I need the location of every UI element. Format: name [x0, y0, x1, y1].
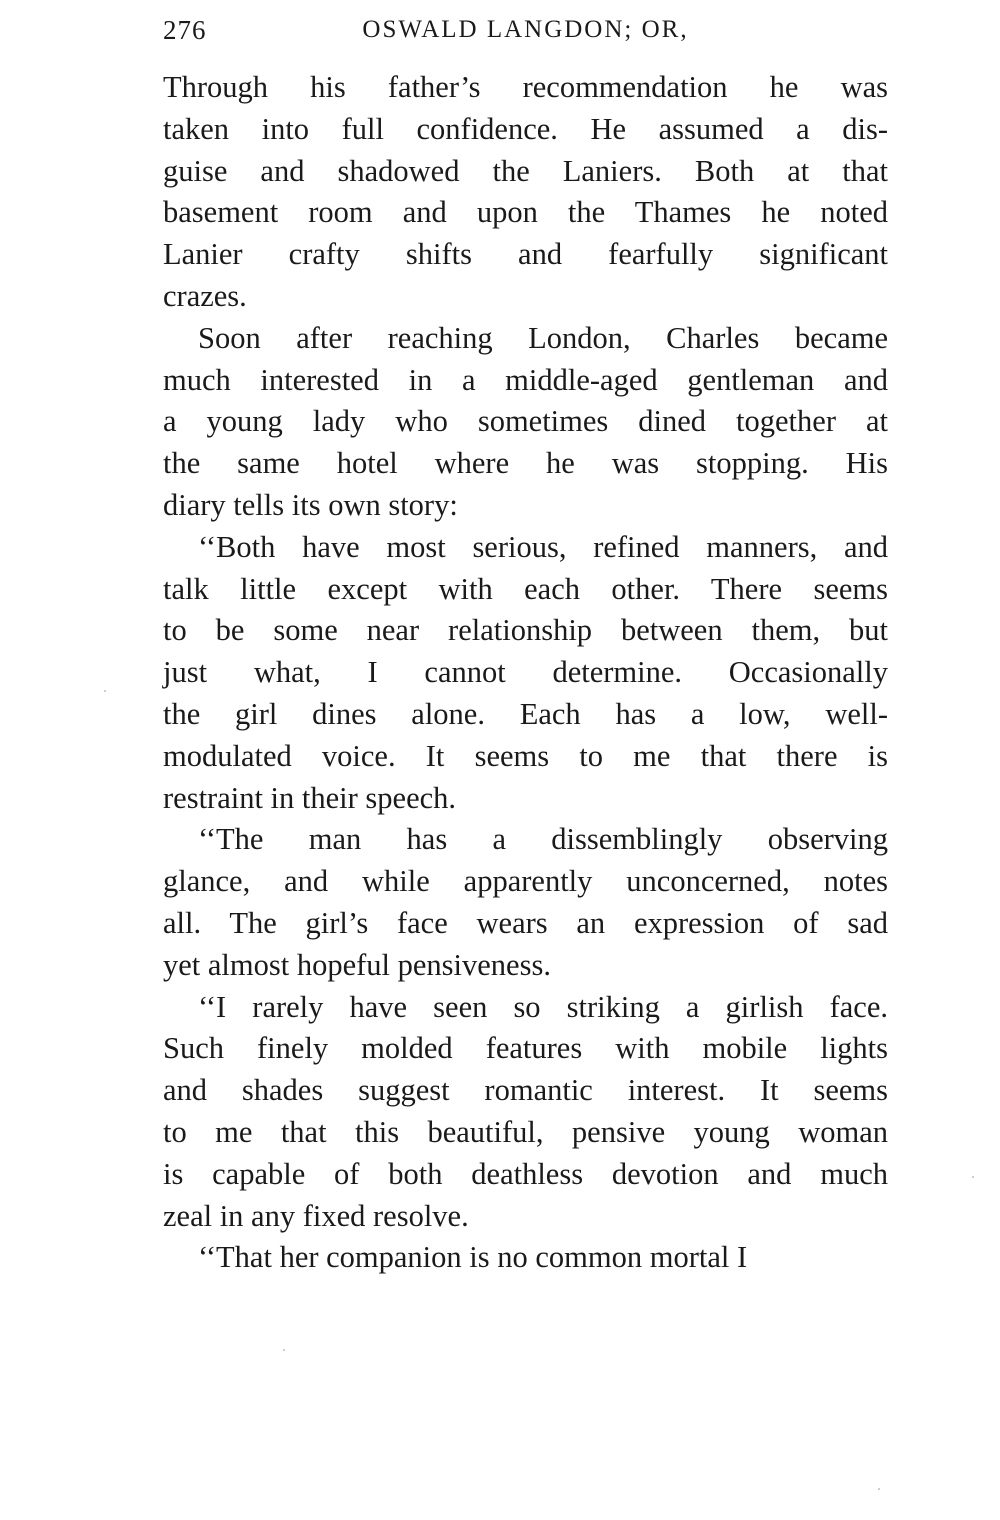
- text-line: talk little except with each other. There seems: [163, 571, 888, 606]
- page-number: 276: [163, 15, 207, 45]
- paragraph-end-line: restraint in their speech.: [163, 780, 457, 815]
- scan-speck: [878, 1488, 880, 1490]
- text-line: is capable of both deathless devotion and much: [163, 1156, 888, 1191]
- text-line: to be some near relationship between them, but: [163, 613, 888, 648]
- text-line: the same hotel where he was stopping. His: [163, 446, 888, 481]
- text-line: and shades suggest romantic interest. It seems: [163, 1073, 888, 1108]
- scan-speck: [972, 1176, 974, 1178]
- text-line: Lanier crafty shifts and fearfully significant: [163, 237, 888, 272]
- text-line: much interested in a middle-aged gentleman and: [163, 362, 888, 397]
- paragraph-start-line: Soon after reaching London, Charles became: [198, 320, 888, 355]
- body-text: [163, 67, 888, 1279]
- paragraph-end-line: zeal in any fixed resolve.: [163, 1198, 469, 1233]
- running-title: OSWALD LANGDON; OR,: [362, 16, 689, 43]
- text-line: just what, I cannot determine. Occasionally: [163, 655, 888, 690]
- running-head: [163, 10, 888, 50]
- text-line: Such finely molded features with mobile lights: [163, 1031, 888, 1066]
- text-line: modulated voice. It seems to me that there is: [163, 738, 888, 773]
- text-line: the girl dines alone. Each has a low, well-: [163, 696, 888, 731]
- text-line: basement room and upon the Thames he noted: [163, 195, 888, 230]
- paragraph-end-line: diary tells its own story:: [163, 487, 458, 522]
- text-line: taken into full confidence. He assumed a dis-: [163, 111, 888, 146]
- paragraph-start-line: ‘‘That her companion is no common mortal I: [198, 1240, 748, 1275]
- scan-speck: [104, 690, 106, 692]
- paragraph-start-line: ‘‘The man has a dissemblingly observing: [198, 822, 888, 857]
- text-line: guise and shadowed the Laniers. Both at that: [163, 153, 888, 188]
- text-line: glance, and while apparently unconcerned, notes: [163, 864, 888, 899]
- text-line: all. The girl’s face wears an expression of sad: [163, 905, 888, 940]
- paragraph-start-line: ‘‘I rarely have seen so striking a girlish face.: [198, 989, 888, 1024]
- scan-speck: [283, 1349, 285, 1351]
- paragraph-end-line: yet almost hopeful pensiveness.: [163, 947, 551, 982]
- paragraph-start-line: ‘‘Both have most serious, refined manners, and: [198, 529, 888, 564]
- text-line: a young lady who sometimes dined together at: [163, 404, 888, 439]
- paragraph-end-line: crazes.: [163, 278, 247, 313]
- text-line: Through his father’s recommendation he was: [163, 70, 888, 104]
- text-line: to me that this beautiful, pensive young woman: [163, 1114, 888, 1149]
